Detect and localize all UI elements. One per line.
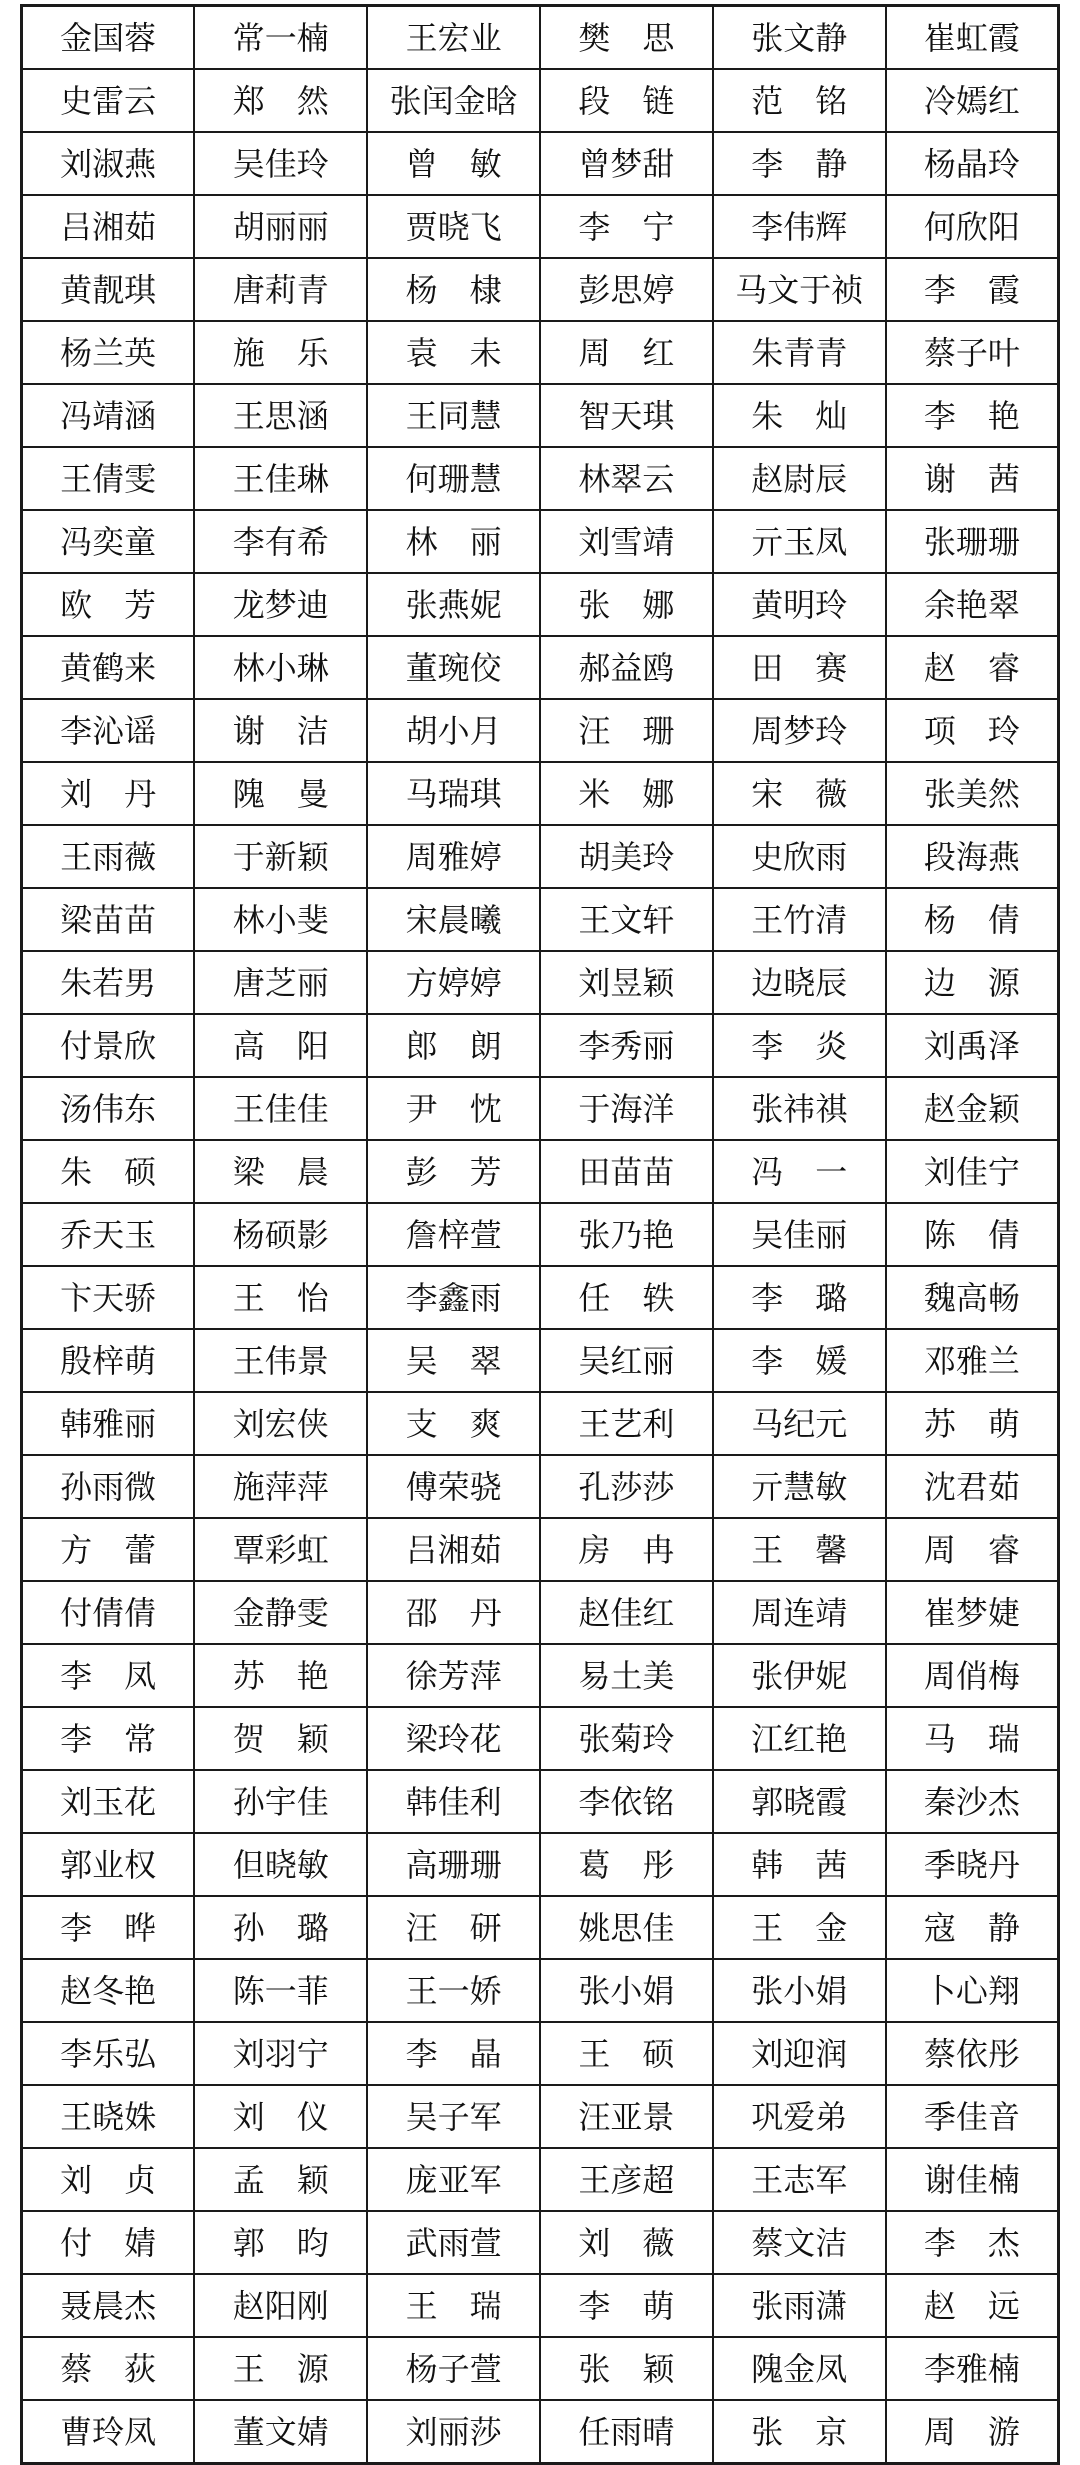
name-cell: 吴佳玲 [194,132,367,195]
name-cell: 欧 芳 [22,573,195,636]
name-cell: 董文婧 [194,2400,367,2464]
name-cell: 武雨萱 [367,2211,540,2274]
name-cell: 乔天玉 [22,1203,195,1266]
name-cell: 刘羽宁 [194,2022,367,2085]
name-cell: 李 晶 [367,2022,540,2085]
table-row [22,636,1059,699]
name-cell: 刘 贞 [22,2148,195,2211]
name-cell: 边晓辰 [713,951,886,1014]
name-cell: 田 赛 [713,636,886,699]
name-cell: 张小娟 [713,1959,886,2022]
table-row [22,1203,1059,1266]
name-cell: 尹 忱 [367,1077,540,1140]
name-cell: 张燕妮 [367,573,540,636]
name-cell: 唐芝丽 [194,951,367,1014]
name-cell: 王 金 [713,1896,886,1959]
name-cell: 李 晔 [22,1896,195,1959]
name-cell: 魏高畅 [886,1266,1059,1329]
name-cell: 冷嫣红 [886,69,1059,132]
name-cell: 杨 棣 [367,258,540,321]
name-cell: 赵尉辰 [713,447,886,510]
name-cell: 林翠云 [540,447,713,510]
name-cell: 刘 仪 [194,2085,367,2148]
name-cell: 赵冬艳 [22,1959,195,2022]
name-cell: 王志军 [713,2148,886,2211]
name-cell: 谢 茜 [886,447,1059,510]
name-cell: 周 游 [886,2400,1059,2464]
name-cell: 王 源 [194,2337,367,2400]
table-row [22,825,1059,888]
table-row [22,1392,1059,1455]
name-cell: 刘淑燕 [22,132,195,195]
name-cell: 王 怡 [194,1266,367,1329]
name-cell: 付景欣 [22,1014,195,1077]
table-row [22,2400,1059,2464]
name-cell: 冯奕童 [22,510,195,573]
name-cell: 王雨薇 [22,825,195,888]
name-cell: 亓慧敏 [713,1455,886,1518]
name-cell: 边 源 [886,951,1059,1014]
name-cell: 李秀丽 [540,1014,713,1077]
name-cell: 朱若男 [22,951,195,1014]
table-row [22,1140,1059,1203]
name-cell: 张菊玲 [540,1707,713,1770]
name-cell: 孟 颖 [194,2148,367,2211]
name-cell: 赵佳红 [540,1581,713,1644]
name-cell: 胡丽丽 [194,195,367,258]
table-row [22,1833,1059,1896]
name-cell: 杨硕影 [194,1203,367,1266]
name-cell: 谢 洁 [194,699,367,762]
name-cell: 王思涵 [194,384,367,447]
name-cell: 黄明玲 [713,573,886,636]
name-cell: 张伊妮 [713,1644,886,1707]
name-cell: 李 艳 [886,384,1059,447]
name-cell: 李鑫雨 [367,1266,540,1329]
name-cell: 杨晶玲 [886,132,1059,195]
table-row [22,384,1059,447]
name-cell: 施萍萍 [194,1455,367,1518]
name-cell: 于新颖 [194,825,367,888]
name-cell: 李 萌 [540,2274,713,2337]
table-row [22,195,1059,258]
name-cell: 刘丽莎 [367,2400,540,2464]
name-cell: 史雷云 [22,69,195,132]
name-cell: 李 媛 [713,1329,886,1392]
name-cell: 金国蓉 [22,6,195,70]
name-cell: 任雨晴 [540,2400,713,2464]
name-cell: 季晓丹 [886,1833,1059,1896]
name-cell: 王一娇 [367,1959,540,2022]
name-cell: 邵 丹 [367,1581,540,1644]
name-cell: 王佳佳 [194,1077,367,1140]
name-cell: 傅荣骁 [367,1455,540,1518]
name-cell: 曹玲凤 [22,2400,195,2464]
name-cell: 林小斐 [194,888,367,951]
name-cell: 卜心翔 [886,1959,1059,2022]
name-cell: 秦沙杰 [886,1770,1059,1833]
name-cell: 张雨潇 [713,2274,886,2337]
name-cell: 葛 彤 [540,1833,713,1896]
name-cell: 韩雅丽 [22,1392,195,1455]
name-cell: 梁 晨 [194,1140,367,1203]
table-row [22,1644,1059,1707]
name-cell: 庞亚军 [367,2148,540,2211]
name-cell: 周 红 [540,321,713,384]
name-cell: 王彦超 [540,2148,713,2211]
name-cell: 梁玲花 [367,1707,540,1770]
name-cell: 何欣阳 [886,195,1059,258]
name-cell: 高 阳 [194,1014,367,1077]
name-cell: 但晓敏 [194,1833,367,1896]
name-cell: 贺 颖 [194,1707,367,1770]
name-cell: 崔梦婕 [886,1581,1059,1644]
name-cell: 黄鹤来 [22,636,195,699]
name-cell: 李 炎 [713,1014,886,1077]
name-cell: 龙梦迪 [194,573,367,636]
name-cell: 胡小月 [367,699,540,762]
name-cell: 马瑞琪 [367,762,540,825]
name-cell: 王宏业 [367,6,540,70]
name-cell: 吕湘茹 [367,1518,540,1581]
name-cell: 李乐弘 [22,2022,195,2085]
name-cell: 彭 芳 [367,1140,540,1203]
name-cell: 赵阳刚 [194,2274,367,2337]
name-cell: 吴佳丽 [713,1203,886,1266]
name-cell: 亓玉凤 [713,510,886,573]
name-cell: 胡美玲 [540,825,713,888]
name-cell: 董琬佼 [367,636,540,699]
name-cell: 朱 硕 [22,1140,195,1203]
name-cell: 苏 萌 [886,1392,1059,1455]
name-cell: 梁苗苗 [22,888,195,951]
name-cell: 张珊珊 [886,510,1059,573]
name-cell: 卞天骄 [22,1266,195,1329]
name-cell: 米 娜 [540,762,713,825]
name-cell: 曾 敏 [367,132,540,195]
table-row [22,1455,1059,1518]
name-cell: 王佳琳 [194,447,367,510]
name-cell: 林小琳 [194,636,367,699]
table-row [22,1896,1059,1959]
name-cell: 张文静 [713,6,886,70]
name-cell: 刘雪靖 [540,510,713,573]
name-cell: 蔡依彤 [886,2022,1059,2085]
name-cell: 于海洋 [540,1077,713,1140]
name-cell: 崔虹霞 [886,6,1059,70]
name-cell: 郭 昀 [194,2211,367,2274]
name-cell: 吴 翠 [367,1329,540,1392]
name-cell: 孙雨微 [22,1455,195,1518]
name-cell: 刘玉花 [22,1770,195,1833]
table-row [22,951,1059,1014]
name-cell: 汪 研 [367,1896,540,1959]
table-row [22,2211,1059,2274]
name-cell: 常一楠 [194,6,367,70]
table-row [22,132,1059,195]
name-cell: 杨子萱 [367,2337,540,2400]
table-row [22,1329,1059,1392]
name-cell: 王 硕 [540,2022,713,2085]
table-row [22,258,1059,321]
name-cell: 蔡子叶 [886,321,1059,384]
name-cell: 汤伟东 [22,1077,195,1140]
name-cell: 房 冉 [540,1518,713,1581]
name-cell: 郎 朗 [367,1014,540,1077]
name-cell: 余艳翠 [886,573,1059,636]
table-row [22,447,1059,510]
name-cell: 冯 一 [713,1140,886,1203]
name-cell: 殷梓萌 [22,1329,195,1392]
name-cell: 马纪元 [713,1392,886,1455]
name-cell: 韩佳利 [367,1770,540,1833]
name-cell: 李有希 [194,510,367,573]
name-cell: 刘宏侠 [194,1392,367,1455]
name-cell: 智天琪 [540,384,713,447]
name-cell: 吴子军 [367,2085,540,2148]
name-cell: 陈 倩 [886,1203,1059,1266]
name-cell: 林 丽 [367,510,540,573]
table-row [22,2085,1059,2148]
name-cell: 詹梓萱 [367,1203,540,1266]
name-cell: 王竹清 [713,888,886,951]
name-cell: 任 轶 [540,1266,713,1329]
name-cell: 巩爱弟 [713,2085,886,2148]
name-cell: 范 铭 [713,69,886,132]
name-cell: 覃彩虹 [194,1518,367,1581]
table-row [22,573,1059,636]
table-row [22,1770,1059,1833]
name-cell: 王艺利 [540,1392,713,1455]
name-cell: 郑 然 [194,69,367,132]
name-cell: 王 瑞 [367,2274,540,2337]
name-cell: 王文轩 [540,888,713,951]
name-cell: 郭晓霞 [713,1770,886,1833]
name-cell: 邓雅兰 [886,1329,1059,1392]
table-row [22,69,1059,132]
name-cell: 冯靖涵 [22,384,195,447]
name-cell: 王倩雯 [22,447,195,510]
name-cell: 曾梦甜 [540,132,713,195]
name-cell: 赵 远 [886,2274,1059,2337]
name-cell: 施 乐 [194,321,367,384]
name-cell: 宋 薇 [713,762,886,825]
table-row [22,2148,1059,2211]
name-cell: 蔡文洁 [713,2211,886,2274]
name-cell: 江红艳 [713,1707,886,1770]
name-cell: 刘 薇 [540,2211,713,2274]
name-cell: 周雅婷 [367,825,540,888]
name-cell: 王伟景 [194,1329,367,1392]
name-cell: 周连靖 [713,1581,886,1644]
name-cell: 刘佳宁 [886,1140,1059,1203]
name-cell: 刘昱颖 [540,951,713,1014]
name-cell: 陈一菲 [194,1959,367,2022]
name-cell: 徐芳萍 [367,1644,540,1707]
name-cell: 张闰金晗 [367,69,540,132]
name-cell: 彭思婷 [540,258,713,321]
name-cell: 姚思佳 [540,1896,713,1959]
name-cell: 刘 丹 [22,762,195,825]
name-cell: 孙 璐 [194,1896,367,1959]
name-cell: 李 常 [22,1707,195,1770]
name-cell: 周梦玲 [713,699,886,762]
name-cell: 杨 倩 [886,888,1059,951]
name-cell: 李 宁 [540,195,713,258]
name-cell: 王 馨 [713,1518,886,1581]
name-cell: 刘禹泽 [886,1014,1059,1077]
table-row [22,2274,1059,2337]
name-cell: 隗金凤 [713,2337,886,2400]
name-cell: 黄靓琪 [22,258,195,321]
name-cell: 张 颖 [540,2337,713,2400]
table-row [22,762,1059,825]
name-cell: 季佳音 [886,2085,1059,2148]
name-cell: 唐莉青 [194,258,367,321]
name-cell: 李依铭 [540,1770,713,1833]
name-cell: 刘迎润 [713,2022,886,2085]
name-cell: 张 京 [713,2400,886,2464]
name-cell: 项 玲 [886,699,1059,762]
name-cell: 宋晨曦 [367,888,540,951]
name-cell: 李沁谣 [22,699,195,762]
name-cell: 樊 思 [540,6,713,70]
name-cell: 易土美 [540,1644,713,1707]
name-cell: 李 杰 [886,2211,1059,2274]
name-cell: 方婷婷 [367,951,540,1014]
name-cell: 张乃艳 [540,1203,713,1266]
name-cell: 金静雯 [194,1581,367,1644]
name-cell: 朱青青 [713,321,886,384]
name-cell: 吴红丽 [540,1329,713,1392]
name-cell: 李伟辉 [713,195,886,258]
name-cell: 韩 茜 [713,1833,886,1896]
name-cell: 周 睿 [886,1518,1059,1581]
name-cell: 寇 静 [886,1896,1059,1959]
name-cell: 付 婧 [22,2211,195,2274]
name-cell: 李 霞 [886,258,1059,321]
name-cell: 马 瑞 [886,1707,1059,1770]
name-cell: 赵金颖 [886,1077,1059,1140]
name-cell: 王同慧 [367,384,540,447]
name-cell: 段 链 [540,69,713,132]
name-cell: 付倩倩 [22,1581,195,1644]
name-cell: 蔡 荻 [22,2337,195,2400]
name-cell: 高珊珊 [367,1833,540,1896]
name-cell: 杨兰英 [22,321,195,384]
name-cell: 王晓姝 [22,2085,195,2148]
name-cell: 孔莎莎 [540,1455,713,1518]
name-cell: 张美然 [886,762,1059,825]
table-row [22,2022,1059,2085]
name-cell: 方 蕾 [22,1518,195,1581]
name-cell: 苏 艳 [194,1644,367,1707]
table-row [22,888,1059,951]
table-row [22,321,1059,384]
table-row [22,1077,1059,1140]
table-row [22,2337,1059,2400]
table-row [22,510,1059,573]
name-cell: 史欣雨 [713,825,886,888]
name-cell: 吕湘茹 [22,195,195,258]
name-cell: 隗 曼 [194,762,367,825]
table-row [22,1266,1059,1329]
name-cell: 孙宇佳 [194,1770,367,1833]
name-cell: 马文于祯 [713,258,886,321]
name-cell: 何珊慧 [367,447,540,510]
name-cell: 贾晓飞 [367,195,540,258]
name-cell: 张祎祺 [713,1077,886,1140]
name-cell: 聂晨杰 [22,2274,195,2337]
name-cell: 汪 珊 [540,699,713,762]
table-row [22,6,1059,70]
name-cell: 郝益鸥 [540,636,713,699]
name-cell: 袁 未 [367,321,540,384]
name-cell: 沈君茹 [886,1455,1059,1518]
name-cell: 李 静 [713,132,886,195]
name-list-table [20,4,1060,2465]
name-cell: 谢佳楠 [886,2148,1059,2211]
table-row [22,1959,1059,2022]
name-cell: 李 凤 [22,1644,195,1707]
name-cell: 张 娜 [540,573,713,636]
name-cell: 段海燕 [886,825,1059,888]
name-cell: 汪亚景 [540,2085,713,2148]
table-row [22,1581,1059,1644]
name-cell: 赵 睿 [886,636,1059,699]
name-cell: 李 璐 [713,1266,886,1329]
name-cell: 李雅楠 [886,2337,1059,2400]
table-row [22,1014,1059,1077]
name-cell: 张小娟 [540,1959,713,2022]
name-cell: 朱 灿 [713,384,886,447]
name-list-body [22,6,1059,2464]
table-row [22,699,1059,762]
table-row [22,1707,1059,1770]
name-cell: 田苗苗 [540,1140,713,1203]
name-cell: 郭业权 [22,1833,195,1896]
table-row [22,1518,1059,1581]
name-cell: 周俏梅 [886,1644,1059,1707]
name-cell: 支 爽 [367,1392,540,1455]
